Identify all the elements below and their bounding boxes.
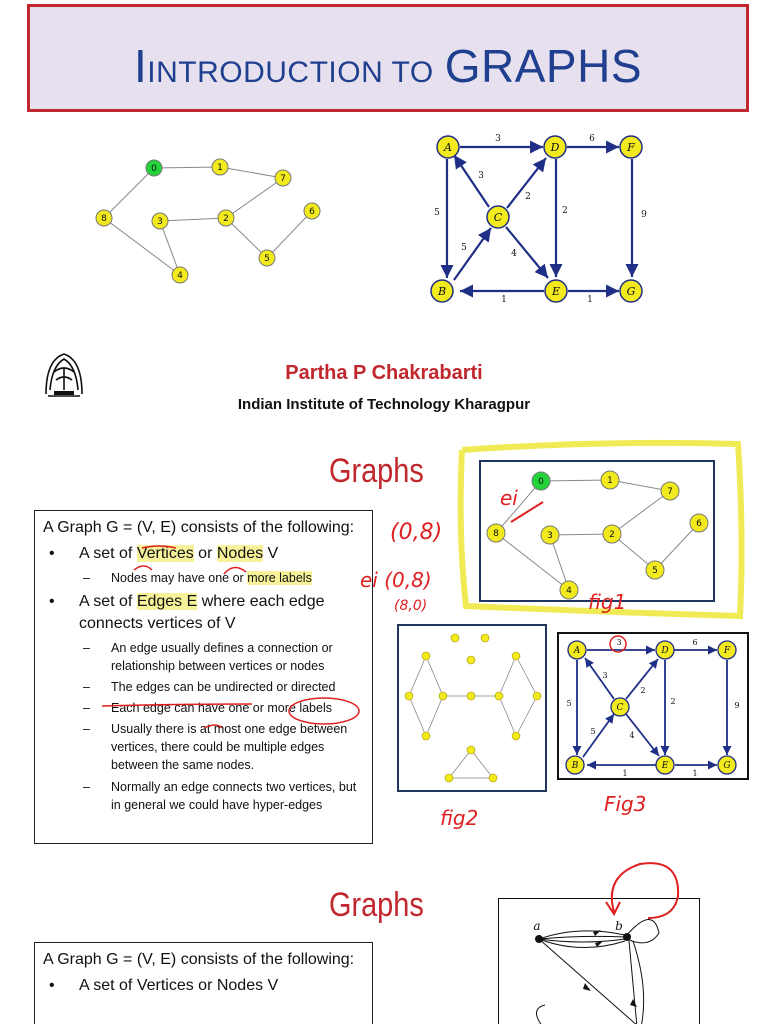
sub-bullet: – Each edge can have one or more labels xyxy=(43,699,364,717)
definition-text: A Graph G = (V, E) consists of the following: xyxy=(43,519,355,536)
svg-text:7: 7 xyxy=(667,487,673,497)
edge-weight: 6 xyxy=(692,638,698,647)
edge-weight: 3 xyxy=(478,171,484,181)
graph1-node xyxy=(172,267,188,283)
svg-text:5: 5 xyxy=(652,566,658,576)
edge-weight: 2 xyxy=(670,697,676,706)
svg-text:1: 1 xyxy=(607,476,613,486)
svg-text:G: G xyxy=(723,761,731,771)
graph2-node xyxy=(544,136,566,158)
svg-text:B: B xyxy=(571,761,579,771)
title-intro: INTRODUCTION TO xyxy=(147,56,434,89)
fig2-frame xyxy=(397,624,547,792)
fig1-node xyxy=(487,524,505,542)
fig1-frame xyxy=(479,460,715,602)
svg-text:6: 6 xyxy=(309,207,315,217)
svg-text:5: 5 xyxy=(264,254,270,264)
graph1-node xyxy=(152,213,168,229)
svg-text:8: 8 xyxy=(493,529,499,539)
node-b: b xyxy=(615,919,623,933)
edge-weight: 5 xyxy=(434,208,440,218)
svg-text:6: 6 xyxy=(696,519,702,529)
fig3-graph xyxy=(559,634,747,778)
svg-text:2: 2 xyxy=(223,214,229,224)
svg-text:C: C xyxy=(616,703,624,713)
edge-weight: 1 xyxy=(622,769,628,778)
page-title: IINTRODUCTION TO GRAPHS xyxy=(133,40,642,92)
graph2-node xyxy=(620,280,642,302)
ink-fig1: fig1 xyxy=(588,590,627,614)
edge-weight: 3 xyxy=(495,134,501,144)
edge-weight: 9 xyxy=(641,210,647,220)
svg-text:7: 7 xyxy=(280,174,286,184)
svg-text:8: 8 xyxy=(101,214,107,224)
svg-text:1: 1 xyxy=(217,163,223,173)
fig1-node xyxy=(560,581,578,599)
graph1-node xyxy=(259,250,275,266)
fig3-node xyxy=(611,698,629,716)
edge-weight: 4 xyxy=(629,731,635,740)
fig1-node xyxy=(690,514,708,532)
svg-text:3: 3 xyxy=(157,217,163,227)
svg-text:0: 0 xyxy=(538,477,544,487)
fig3-node xyxy=(656,641,674,659)
title-graphs: GRAPHS xyxy=(444,40,642,92)
fig1-node xyxy=(601,471,619,489)
fig1-graph xyxy=(481,462,713,600)
sub-bullet: – Normally an edge connects two vertices, but in general we could have hyper-edges xyxy=(43,778,364,814)
edge-weight: 9 xyxy=(734,701,740,710)
fig1-node xyxy=(532,472,550,490)
affiliation: Indian Institute of Technology Kharagpur xyxy=(237,396,531,413)
fig1-node xyxy=(646,561,664,579)
node-a: a xyxy=(533,919,541,933)
graph1-node xyxy=(218,210,234,226)
graph2-node xyxy=(487,206,509,228)
ink-pair-8-0: (8,0) xyxy=(394,598,428,614)
svg-text:F: F xyxy=(723,646,731,656)
svg-text:G: G xyxy=(626,285,636,298)
ink-underlines xyxy=(34,510,374,730)
fig3-node xyxy=(568,641,586,659)
slide3-definition-box xyxy=(34,942,373,1024)
svg-text:0: 0 xyxy=(151,164,157,174)
graph2-node xyxy=(437,136,459,158)
edge-weight: 6 xyxy=(589,134,595,144)
title-banner xyxy=(27,4,749,112)
sub-bullet: – The edges can be undirected or directed xyxy=(43,678,364,696)
slide3-heading: Graphs xyxy=(329,886,424,924)
sub-bullet: – An edge usually defines a connection or relationship between vertices or nodes xyxy=(43,639,364,675)
sub-bullet: – Nodes may have one or more labels xyxy=(43,569,364,587)
graph1-undirected xyxy=(90,150,340,290)
svg-text:A: A xyxy=(573,646,581,656)
svg-text:2: 2 xyxy=(609,530,615,540)
svg-text:C: C xyxy=(493,211,503,224)
fig3-frame xyxy=(557,632,749,780)
graph1-node xyxy=(212,159,228,175)
fig3-node xyxy=(566,756,584,774)
fig1-node xyxy=(603,525,621,543)
edge-weight: 4 xyxy=(511,249,517,259)
svg-text:4: 4 xyxy=(177,271,183,281)
author-name: Partha P Chakrabarti xyxy=(285,362,483,384)
fig1-node xyxy=(661,482,679,500)
graph2-directed xyxy=(420,128,660,308)
svg-text:D: D xyxy=(550,141,560,154)
svg-text:A: A xyxy=(444,141,452,154)
svg-text:D: D xyxy=(661,646,669,656)
slide2-heading: Graphs xyxy=(329,452,424,490)
ink-ei-0-8: ei (0,8) xyxy=(360,568,432,592)
graph2-node xyxy=(545,280,567,302)
edge-weight: 2 xyxy=(562,206,568,216)
svg-text:4: 4 xyxy=(566,586,572,596)
ink-pair-0-8: (0,8) xyxy=(390,520,443,545)
ink-fig2: fig2 xyxy=(440,806,479,830)
svg-text:E: E xyxy=(661,761,669,771)
edge-weight: 2 xyxy=(525,192,531,202)
edge-weight: 3 xyxy=(616,638,622,647)
edge-weight: 5 xyxy=(566,699,572,708)
bullet-vertices: • A set of Vertices or Nodes V xyxy=(43,543,364,565)
edge-weight: 1 xyxy=(587,295,593,305)
svg-text:E: E xyxy=(551,285,561,298)
fig3-node xyxy=(656,756,674,774)
ink-loop-arrow xyxy=(600,856,690,926)
graph1-node xyxy=(304,203,320,219)
graph1-node xyxy=(96,210,112,226)
edge-weight: 5 xyxy=(590,727,596,736)
svg-text:B: B xyxy=(437,285,447,298)
ink-ei: ei xyxy=(500,486,518,510)
graph1-node xyxy=(275,170,291,186)
svg-text:F: F xyxy=(627,141,635,154)
graph1-node xyxy=(146,160,162,176)
edge-weight: 5 xyxy=(461,243,467,253)
bullet-edges: • A set of Edges E where each edge connects vertices of V xyxy=(43,591,364,636)
svg-text:3: 3 xyxy=(547,531,553,541)
graph2-node xyxy=(431,280,453,302)
edge-weight: 1 xyxy=(501,295,507,305)
definition-text: A Graph G = (V, E) consists of the following: xyxy=(43,951,355,968)
fig3-node xyxy=(718,641,736,659)
graph2-node xyxy=(620,136,642,158)
edge-weight: 2 xyxy=(640,686,646,695)
bullet-vertices: • A set of Vertices or Nodes V xyxy=(43,975,364,997)
edge-weight: 3 xyxy=(602,671,608,680)
edge-weight: 1 xyxy=(692,769,698,778)
fig1-node xyxy=(541,526,559,544)
sub-bullet: – Usually there is at most one edge between vertices, there could be multiple edges between the same nodes. xyxy=(43,720,364,774)
ink-fig3: Fig3 xyxy=(604,792,647,816)
fig3-node xyxy=(718,756,736,774)
fig2-graph xyxy=(399,626,545,790)
